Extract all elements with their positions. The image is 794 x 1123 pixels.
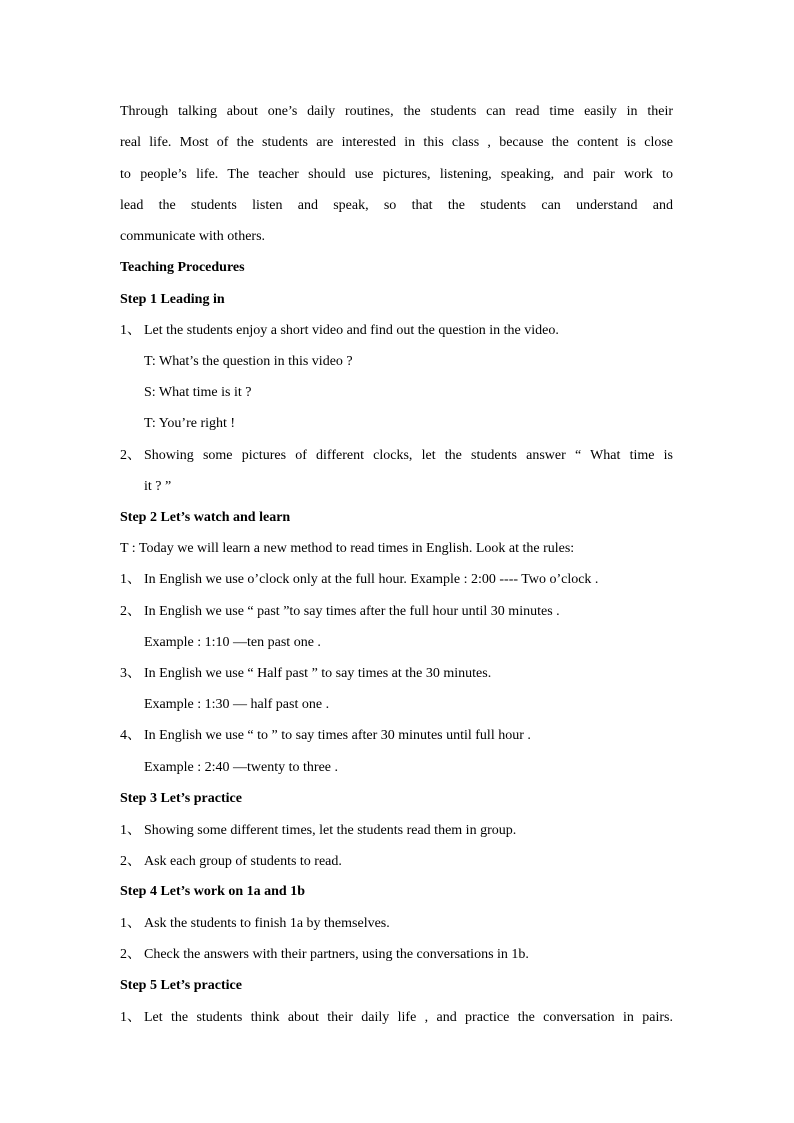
step3-item2	[120, 853, 342, 871]
step1-item2	[120, 447, 144, 465]
rule-2	[120, 603, 560, 621]
list-number: 3、	[120, 666, 141, 681]
dialogue-student-1: S: What time is it ?	[144, 385, 252, 400]
list-number: 2、	[120, 604, 141, 619]
list-text: Ask each group of students to read.	[144, 854, 342, 869]
dialogue-teacher-2: T: You’re right !	[144, 416, 236, 431]
rule-4-example: Example : 2:40 —twenty to three .	[144, 760, 339, 775]
list-number: 2、	[120, 947, 141, 962]
list-number: 1、	[120, 1010, 141, 1025]
section-heading: Teaching Procedures	[120, 260, 245, 275]
dialogue-teacher-1: T: What’s the question in this video ?	[144, 354, 353, 369]
step4-title: Step 4 Let’s work on 1a and 1b	[120, 884, 306, 899]
list-number: 4、	[120, 728, 141, 743]
step5-item1-text: Let the students think about their daily life , and practice the conversation in pairs.	[144, 1010, 673, 1025]
step4-item2	[120, 946, 529, 964]
rule-4	[120, 727, 531, 745]
step1-item1	[120, 322, 559, 340]
list-text: In English we use o’clock only at the full hour. Example : 2:00 ---- Two o’clock .	[144, 572, 599, 587]
step1-title: Step 1 Leading in	[120, 292, 225, 307]
step1-item2-line1: Showing some pictures of different clocks, let the students answer “ What time is	[144, 448, 673, 463]
list-text: In English we use “ to ” to say times after 30 minutes until full hour .	[144, 728, 531, 743]
list-text: In English we use “ Half past ” to say times at the 30 minutes.	[144, 666, 492, 681]
intro-line-3: to people’s life. The teacher should use pictures, listening, speaking, and pair work to	[120, 167, 673, 182]
rule-3-example: Example : 1:30 — half past one .	[144, 697, 330, 712]
list-number: 1、	[120, 323, 141, 338]
step2-title: Step 2 Let’s watch and learn	[120, 510, 291, 525]
list-text: Let the students enjoy a short video and find out the question in the video.	[144, 323, 559, 338]
intro-line-2: real life. Most of the students are interested in this class , because the content is close	[120, 135, 673, 150]
rule-2-example: Example : 1:10 —ten past one .	[144, 635, 321, 650]
rule-3	[120, 665, 491, 683]
intro-line-5: communicate with others.	[120, 229, 266, 244]
list-text: Check the answers with their partners, using the conversations in 1b.	[144, 947, 529, 962]
list-number: 2、	[120, 854, 141, 869]
intro-line-1: Through talking about one’s daily routines, the students can read time easily in their	[120, 104, 673, 119]
list-text: In English we use “ past ”to say times after the full hour until 30 minutes .	[144, 604, 560, 619]
step1-item2-line2: it ? ”	[144, 479, 172, 494]
step4-item1	[120, 915, 390, 933]
rule-1	[120, 571, 598, 589]
step2-intro: T : Today we will learn a new method to read times in English. Look at the rules:	[120, 541, 575, 556]
step5-title: Step 5 Let’s practice	[120, 978, 242, 993]
step3-item1	[120, 822, 516, 840]
list-number: 1、	[120, 823, 141, 838]
list-text: Showing some different times, let the students read them in group.	[144, 823, 517, 838]
list-number: 1、	[120, 916, 141, 931]
list-number: 2、	[120, 448, 141, 463]
step3-title: Step 3 Let’s practice	[120, 791, 242, 806]
intro-line-4: lead the students listen and speak, so that the students can understand and	[120, 198, 673, 213]
list-text: Ask the students to finish 1a by themselves.	[144, 916, 390, 931]
list-number: 1、	[120, 572, 141, 587]
step5-item1	[120, 1009, 144, 1027]
